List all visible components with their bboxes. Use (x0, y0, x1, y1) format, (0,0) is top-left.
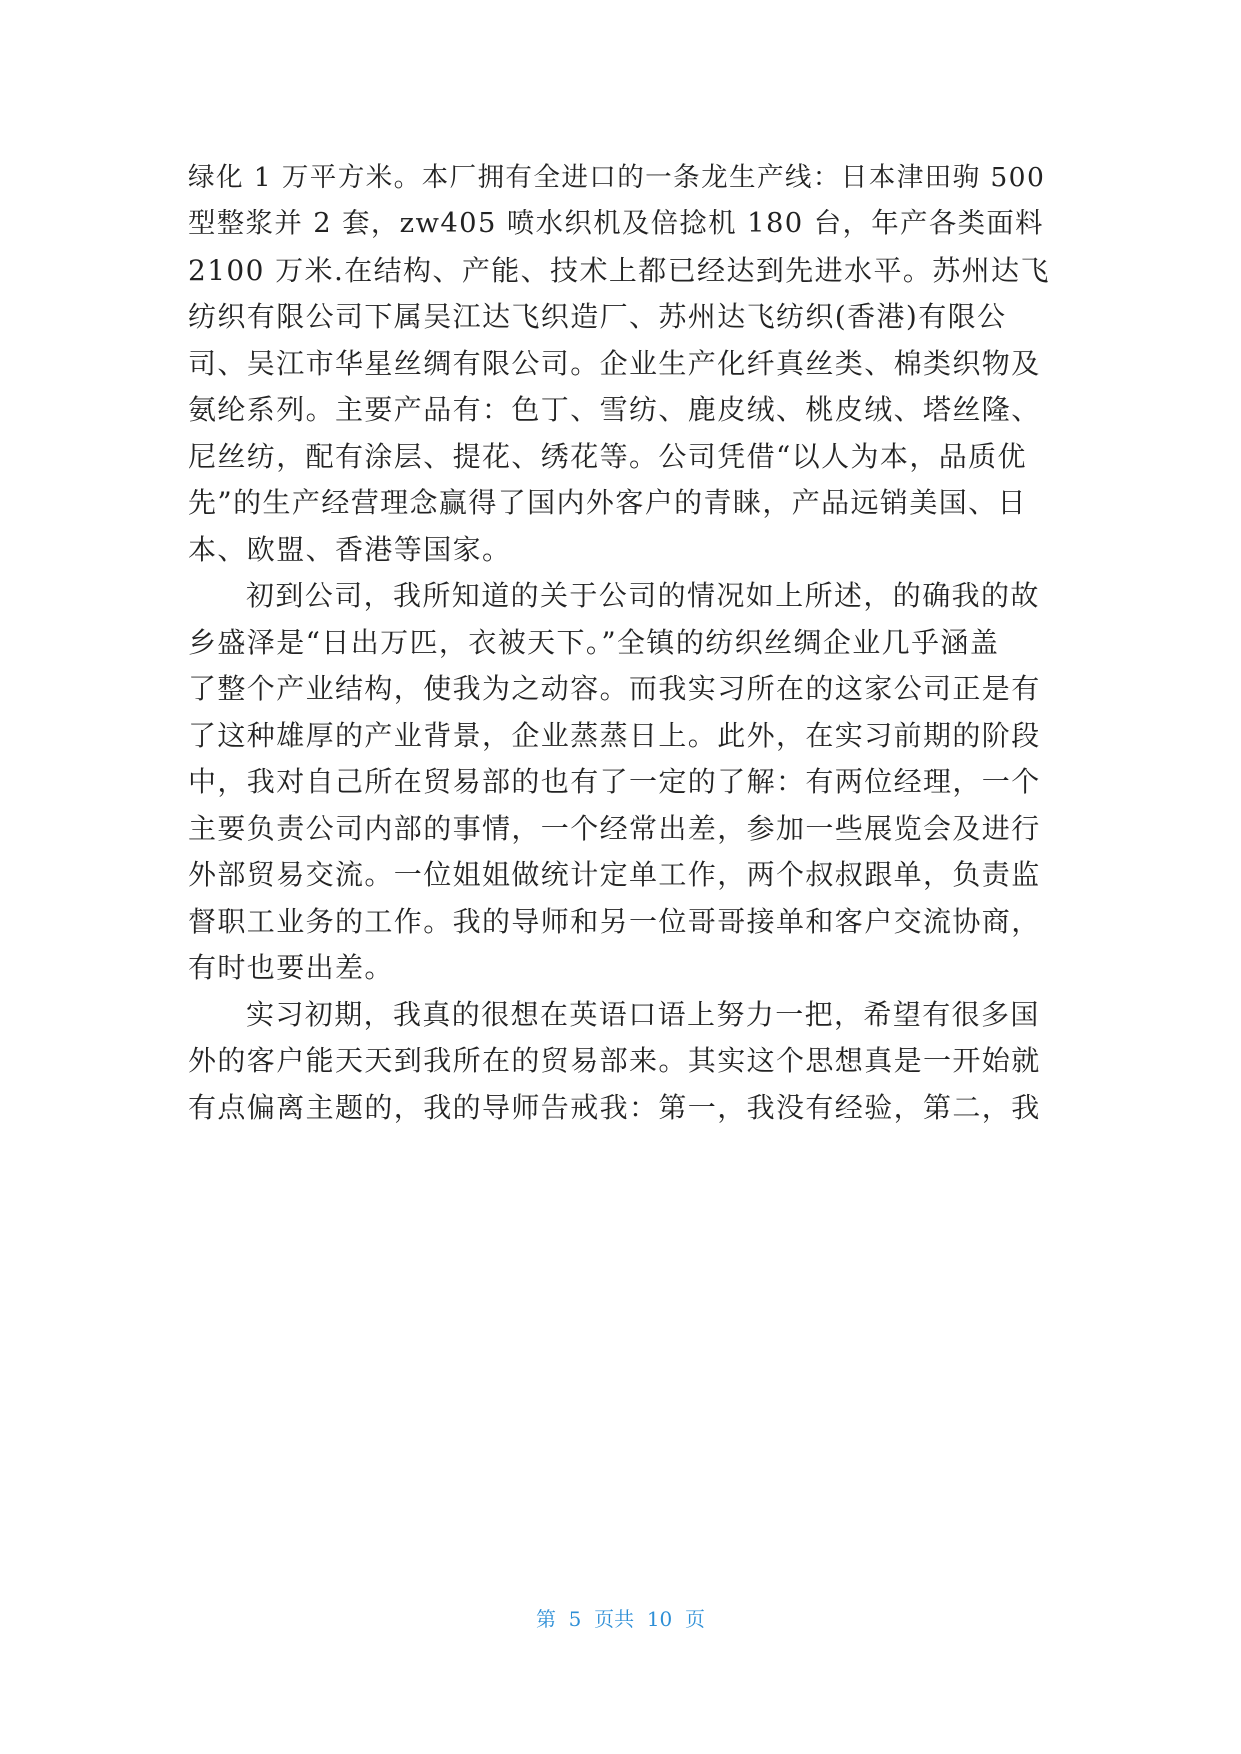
body-text-line: 先”的生产经营理念赢得了国内外客户的青睐，产品远销美国、日 (188, 486, 1027, 519)
body-text-line: 有点偏离主题的，我的导师告戒我：第一，我没有经验，第二，我 (188, 1091, 1041, 1124)
body-text-line: 外部贸易交流。一位姐姐做统计定单工作，两个叔叔跟单，负责监 (188, 858, 1041, 891)
body-text-line: 了整个产业结构，使我为之动容。而我实习所在的这家公司正是有 (188, 672, 1041, 705)
body-text-line: 型整浆并 2 套，zw405 喷水织机及倍捻机 180 台，年产各类面料 (188, 208, 1044, 239)
body-text-line: 氨纶系列。主要产品有：色丁、雪纺、鹿皮绒、桃皮绒、塔丝隆、 (188, 393, 1041, 426)
body-text-line: 绿化 1 万平方米。本厂拥有全进口的一条龙生产线：日本津田驹 500 (188, 162, 1046, 193)
body-text-line: 实习初期，我真的很想在英语口语上努力一把，希望有很多国 (246, 998, 1040, 1031)
page-number-footer: 第 5 页共 10 页 (535, 1607, 706, 1631)
body-text-line: 主要负责公司内部的事情，一个经常出差，参加一些展览会及进行 (188, 812, 1041, 845)
body-text-line: 有时也要出差。 (188, 951, 394, 984)
body-text-line: 司、吴江市华星丝绸有限公司。企业生产化纤真丝类、棉类织物及 (188, 347, 1041, 380)
body-text-line: 外的客户能天天到我所在的贸易部来。其实这个思想真是一开始就 (188, 1044, 1041, 1077)
body-text-line: 了这种雄厚的产业背景，企业蒸蒸日上。此外，在实习前期的阶段 (188, 719, 1041, 752)
body-text-line: 初到公司，我所知道的关于公司的情况如上所述，的确我的故 (246, 579, 1040, 612)
body-text-line: 督职工业务的工作。我的导师和另一位哥哥接单和客户交流协商， (188, 905, 1041, 938)
body-text-line: 尼丝纺，配有涂层、提花、绣花等。公司凭借“以人为本，品质优 (188, 440, 1027, 473)
body-text-line: 乡盛泽是“日出万匹，衣被天下。”全镇的纺织丝绸企业几乎涵盖 (188, 626, 1000, 659)
body-text-line: 2100 万米.在结构、产能、技术上都已经达到先进水平。苏州达飞 (188, 254, 1050, 287)
body-text-line: 本、欧盟、香港等国家。 (188, 533, 512, 566)
body-text-line: 纺织有限公司下属吴江达飞织造厂、苏州达飞纺织(香港)有限公 (188, 300, 1007, 333)
body-text-line: 中，我对自己所在贸易部的也有了一定的了解：有两位经理，一个 (188, 765, 1041, 798)
